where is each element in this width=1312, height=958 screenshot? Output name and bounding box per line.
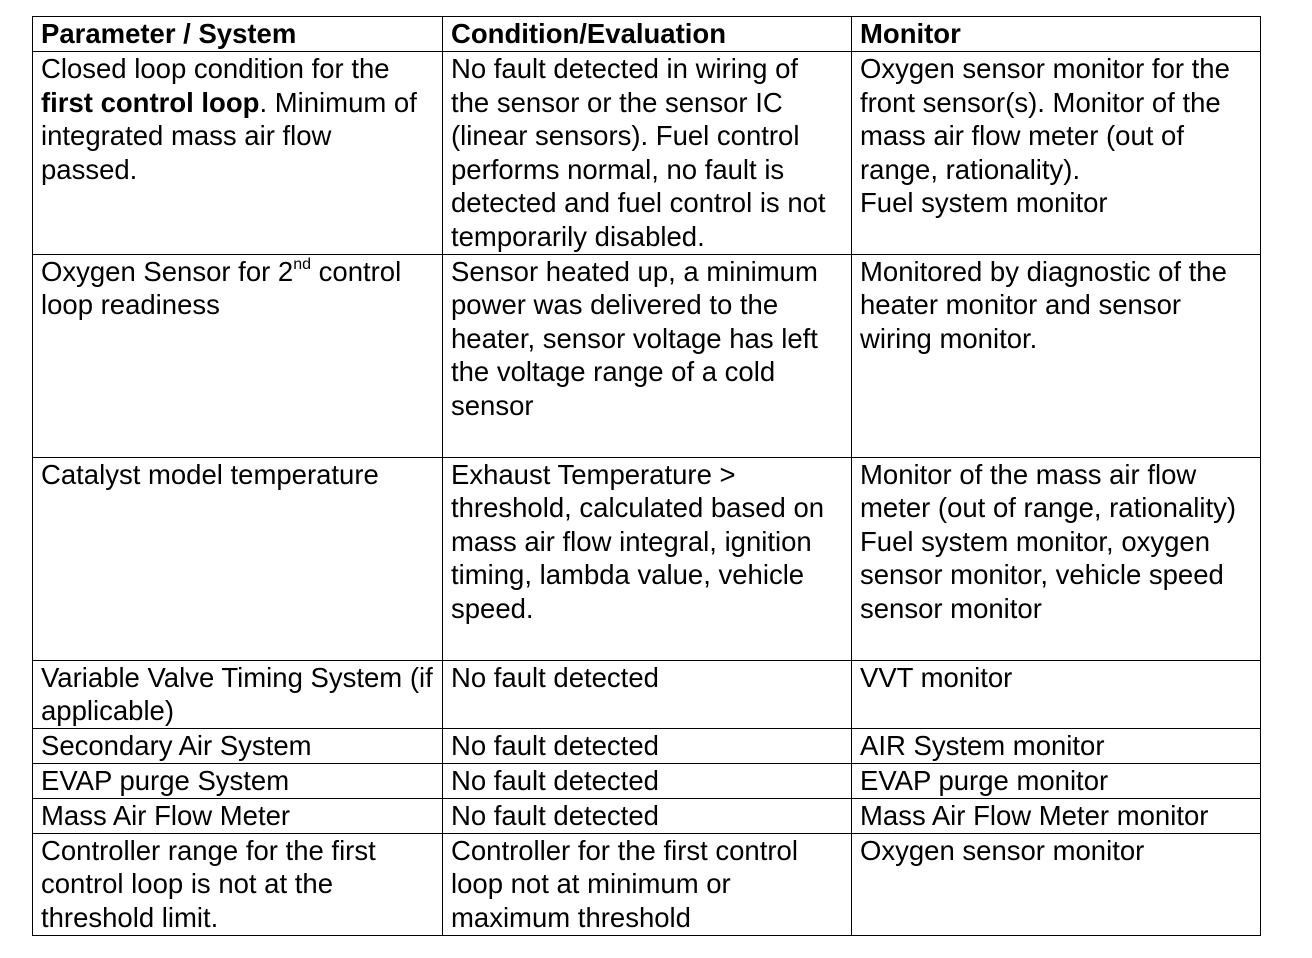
monitor-cell: Monitor of the mass air flow meter (out of range, rationality) Fuel system monitor, oxygen sensor monitor, vehicle speed sensor monitor <box>852 457 1261 660</box>
condition-cell: Sensor heated up, a minimum power was delivered to the heater, sensor voltage has left the voltage range of a cold sensor <box>443 254 852 457</box>
table-row <box>33 833 1261 935</box>
header-monitor: Monitor <box>852 17 1261 52</box>
header-condition-evaluation: Condition/Evaluation <box>443 17 852 52</box>
condition-cell: Exhaust Temperature > threshold, calculated based on mass air flow integral, ignition timing, lambda value, vehicle speed. <box>443 457 852 660</box>
monitor-cell <box>852 52 1261 255</box>
condition-cell: No fault detected <box>443 763 852 798</box>
condition-cell: Controller for the first control loop not at minimum or maximum threshold <box>443 833 852 935</box>
table-header-row <box>33 17 1261 52</box>
table-row <box>33 457 1261 660</box>
parameter-cell: Mass Air Flow Meter <box>33 798 443 833</box>
condition-cell: No fault detected in wiring of the sensor or the sensor IC (linear sensors). Fuel control performs normal, no fault is detected and fuel control is not temporarily disabled. <box>443 52 852 255</box>
table-row <box>33 52 1261 255</box>
monitor-text: Oxygen sensor monitor for the front sensor(s). Monitor of the mass air flow meter (out of range, rationality). <box>860 53 1230 185</box>
monitor-cell: Oxygen sensor monitor <box>852 833 1261 935</box>
parameter-text: Closed loop condition for the <box>41 53 390 84</box>
table-row <box>33 798 1261 833</box>
monitor-cell: Mass Air Flow Meter monitor <box>852 798 1261 833</box>
monitor-text: Fuel system monitor <box>860 187 1108 219</box>
parameter-cell: Controller range for the first control loop is not at the threshold limit. <box>33 833 443 935</box>
monitor-cell: Monitored by diagnostic of the heater monitor and sensor wiring monitor. <box>852 254 1261 457</box>
condition-cell: No fault detected <box>443 728 852 763</box>
parameter-bold-text: first control loop <box>41 86 260 118</box>
table-row <box>33 660 1261 728</box>
parameter-monitor-table <box>32 16 1261 936</box>
parameter-cell <box>33 254 443 457</box>
header-parameter-system: Parameter / System <box>33 17 443 52</box>
parameter-cell: Secondary Air System <box>33 728 443 763</box>
parameter-cell: Variable Valve Timing System (if applicable) <box>33 660 443 728</box>
parameter-text: . Minimum of integrated mass air flow passed. <box>41 86 417 185</box>
table-row <box>33 763 1261 798</box>
parameter-cell: EVAP purge System <box>33 763 443 798</box>
parameter-text: control loop readiness <box>41 255 402 321</box>
parameter-cell: Catalyst model temperature <box>33 457 443 660</box>
monitor-cell: VVT monitor <box>852 660 1261 728</box>
table-row <box>33 254 1261 457</box>
monitor-cell: AIR System monitor <box>852 728 1261 763</box>
superscript-text: nd <box>293 255 312 273</box>
condition-cell: No fault detected <box>443 660 852 728</box>
monitor-cell: EVAP purge monitor <box>852 763 1261 798</box>
parameter-text: Oxygen Sensor for 2 <box>41 255 294 287</box>
table-row <box>33 728 1261 763</box>
condition-cell: No fault detected <box>443 798 852 833</box>
parameter-cell <box>33 52 443 255</box>
